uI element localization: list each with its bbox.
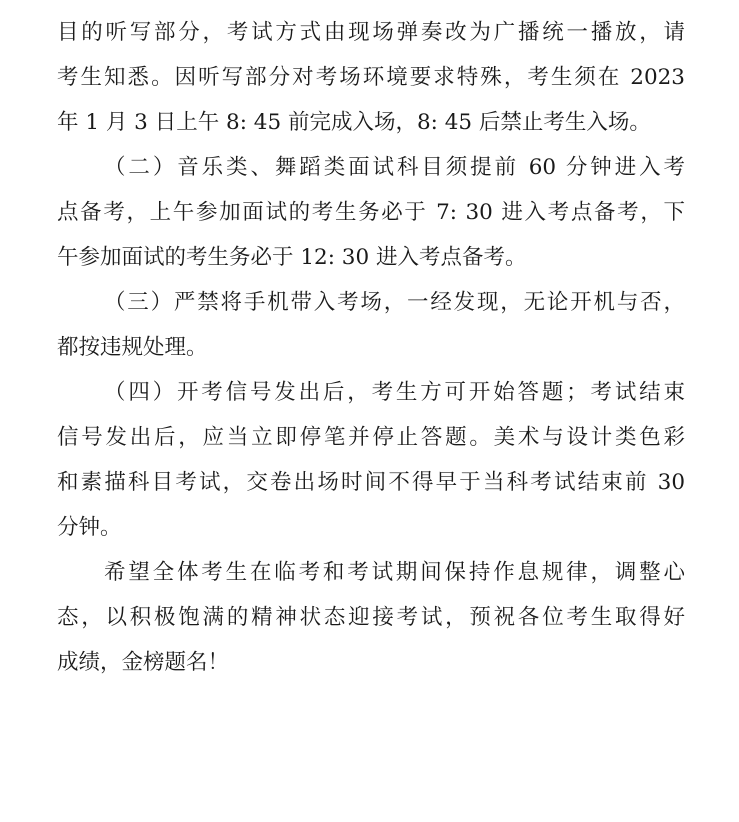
paragraph-start-line: （四）开考信号发出后，考生方可开始答题；考试结束	[104, 380, 685, 405]
body-text-line: 点备考，上午参加面试的考生务必于 7: 30 进入考点备考，下	[57, 200, 685, 225]
body-text-line: 目的听写部分，考试方式由现场弹奏改为广播统一播放，请	[57, 20, 685, 45]
paragraph-start-line: （二）音乐类、舞蹈类面试科目须提前 60 分钟进入考	[104, 155, 685, 180]
body-text-line: 考生知悉。因听写部分对考场环境要求特殊，考生须在 2023	[57, 65, 685, 90]
body-text-line: 成绩，金榜题名！	[57, 650, 230, 675]
paragraph-start-line: （三）严禁将手机带入考场，一经发现，无论开机与否，	[104, 290, 685, 315]
body-text-line: 和素描科目考试，交卷出场时间不得早于当科考试结束前 30	[57, 470, 685, 495]
body-text-line: 都按违规处理。	[57, 335, 208, 360]
body-text-line: 态，以积极饱满的精神状态迎接考试，预祝各位考生取得好	[57, 605, 685, 630]
body-text-line: 年 1 月 3 日上午 8: 45 前完成入场，8: 45 后禁止考生入场。	[57, 110, 651, 135]
body-text-line: 信号发出后，应当立即停笔并停止答题。美术与设计类色彩	[57, 425, 685, 450]
paragraph-start-line: 希望全体考生在临考和考试期间保持作息规律，调整心	[104, 560, 685, 585]
body-text-line: 分钟。	[57, 515, 122, 540]
body-text-line: 午参加面试的考生务必于 12: 30 进入考点备考。	[57, 245, 527, 270]
